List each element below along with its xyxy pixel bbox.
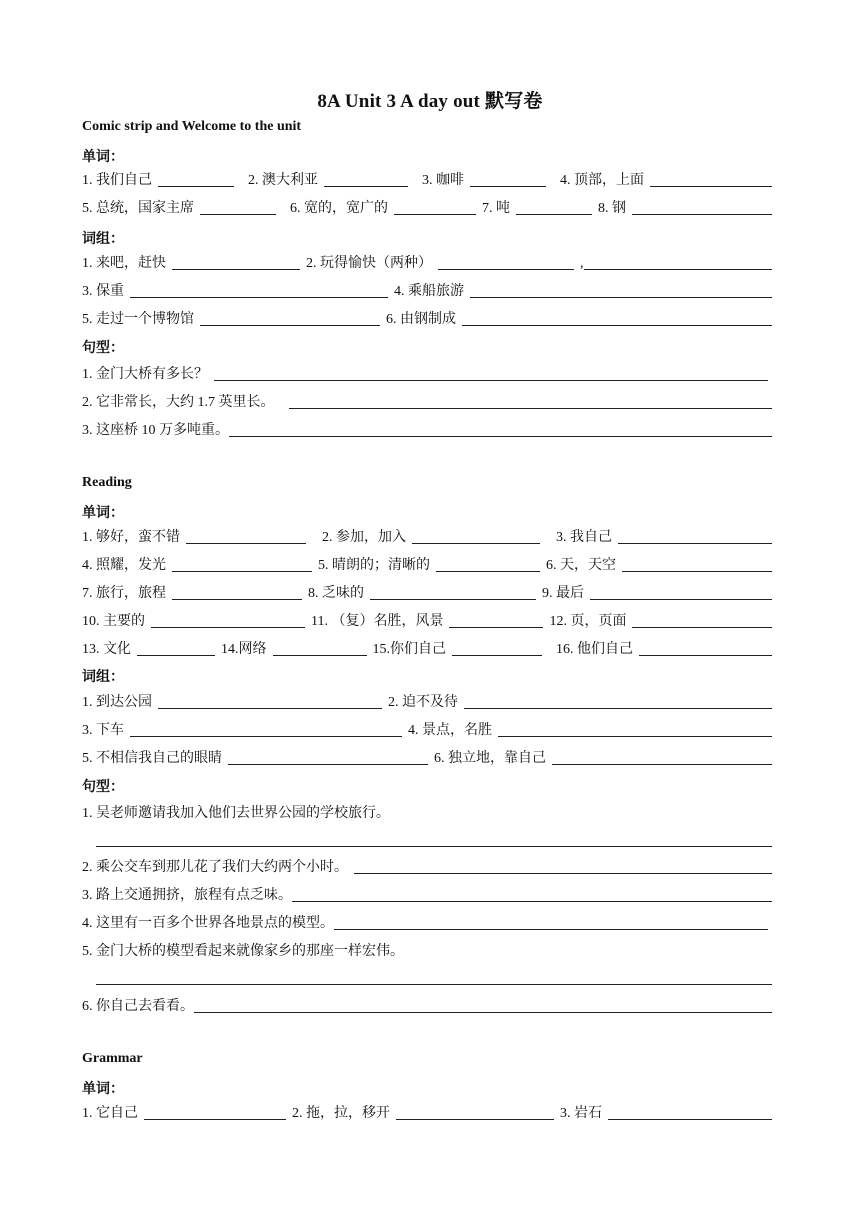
item-label: 2. 它非常长，大约 1.7 英里长。: [82, 395, 275, 410]
item-label: 14.网络: [221, 642, 267, 657]
answer-row: [82, 307, 778, 329]
item-label: 5. 晴朗的；清晰的: [318, 558, 430, 573]
answer-blank[interactable]: [632, 200, 772, 215]
item-label: 4. 乘船旅游: [394, 284, 464, 299]
phrases-label: 词组：: [82, 670, 124, 685]
answer-blank[interactable]: [200, 311, 380, 326]
item-label: 3. 下车: [82, 723, 124, 738]
item-label: 6. 宽的，宽广的: [290, 201, 388, 216]
answer-blank[interactable]: [158, 172, 234, 187]
section-heading-reading: Reading: [82, 475, 132, 490]
answer-blank[interactable]: [186, 529, 306, 544]
answer-blank[interactable]: [172, 557, 312, 572]
item-label: 5. 总统，国家主席: [82, 201, 194, 216]
item-label: 2. 参加，加入: [322, 530, 406, 545]
item-label: 1. 来吧，赶快: [82, 256, 166, 271]
section-heading-comic: Comic strip and Welcome to the unit: [82, 119, 302, 134]
answer-row: [82, 525, 778, 547]
item-label: 4. 景点，名胜: [408, 723, 492, 738]
answer-blank[interactable]: [639, 641, 772, 656]
answer-blank[interactable]: [622, 557, 772, 572]
answer-row: [82, 637, 778, 659]
item-label: 15.你们自己: [372, 642, 446, 657]
answer-blank[interactable]: [449, 613, 543, 628]
item-label: 13. 文化: [82, 642, 131, 657]
answer-row: [82, 939, 778, 961]
answer-row: [82, 390, 778, 412]
answer-row: [82, 279, 778, 301]
answer-blank[interactable]: [396, 1105, 554, 1120]
item-label: 5. 不相信我自己的眼睛: [82, 751, 222, 766]
item-label: 4. 这里有一百多个世界各地景点的模型。: [82, 916, 334, 931]
answer-blank[interactable]: [228, 750, 428, 765]
answer-blank[interactable]: [289, 394, 773, 409]
answer-line[interactable]: [96, 984, 772, 985]
answer-row: [82, 553, 778, 575]
item-label: 1. 够好，蛮不错: [82, 530, 180, 545]
answer-blank[interactable]: [632, 613, 772, 628]
words-label: 单词：: [82, 506, 124, 521]
item-label: 2. 迫不及待: [388, 695, 458, 710]
item-label: 4. 照耀，发光: [82, 558, 166, 573]
answer-blank[interactable]: [608, 1105, 772, 1120]
section-heading-grammar: Grammar: [82, 1051, 143, 1066]
answer-blank[interactable]: [464, 694, 772, 709]
answer-row: [82, 196, 778, 218]
answer-row: [82, 911, 778, 933]
answer-blank[interactable]: [214, 366, 768, 381]
answer-row: [82, 418, 778, 440]
answer-blank[interactable]: [590, 585, 772, 600]
answer-row: [82, 609, 778, 631]
item-label: 3. 岩石: [560, 1106, 602, 1121]
answer-blank[interactable]: [137, 641, 215, 656]
answer-blank[interactable]: [200, 200, 276, 215]
item-label: 2. 澳大利亚: [248, 173, 318, 188]
item-label: 1. 到达公园: [82, 695, 152, 710]
answer-blank[interactable]: [151, 613, 305, 628]
answer-blank[interactable]: [194, 998, 772, 1013]
answer-blank[interactable]: [552, 750, 772, 765]
phrases-label: 词组：: [82, 232, 124, 247]
answer-row: [82, 581, 778, 603]
answer-row: [82, 362, 778, 384]
answer-blank[interactable]: [412, 529, 540, 544]
answer-row: [82, 855, 778, 877]
item-label: 7. 吨: [482, 201, 510, 216]
page-title: 8A Unit 3 A day out 默写卷: [317, 91, 543, 112]
item-label: 2. 玩得愉快（两种）: [306, 256, 432, 271]
answer-blank[interactable]: [584, 255, 773, 270]
item-label: 1. 我们自己: [82, 173, 152, 188]
item-label: 11. （复）名胜，风景: [311, 614, 444, 629]
item-label: 12. 页，页面: [549, 614, 627, 629]
answer-blank[interactable]: [144, 1105, 286, 1120]
answer-row: [82, 883, 778, 905]
answer-blank[interactable]: [516, 200, 592, 215]
item-label: 2. 拖，拉，移开: [292, 1106, 390, 1121]
item-label: 3. 路上交通拥挤，旅程有点乏味。: [82, 888, 292, 903]
sentences-label: 句型：: [82, 780, 124, 795]
answer-row: [82, 746, 778, 768]
item-label: 3. 这座桥 10 万多吨重。: [82, 423, 229, 438]
item-label: 3. 我自己: [556, 530, 612, 545]
answer-blank[interactable]: [438, 255, 574, 270]
sentences-label: 句型：: [82, 341, 124, 356]
answer-blank[interactable]: [470, 283, 772, 298]
item-label: 5. 走过一个博物馆: [82, 312, 194, 327]
item-label: 1. 金门大桥有多长？: [82, 367, 208, 382]
answer-row: [82, 168, 778, 190]
item-label: 8. 乏味的: [308, 586, 364, 601]
answer-blank[interactable]: [130, 283, 388, 298]
answer-blank[interactable]: [292, 887, 772, 902]
separator-comma: ,: [580, 256, 584, 271]
answer-blank[interactable]: [462, 311, 772, 326]
answer-blank[interactable]: [130, 722, 402, 737]
item-label: 7. 旅行，旅程: [82, 586, 166, 601]
answer-blank[interactable]: [436, 557, 540, 572]
answer-row: [82, 994, 778, 1016]
answer-row: [82, 1101, 778, 1123]
answer-blank[interactable]: [394, 200, 476, 215]
item-label: 5. 金门大桥的模型看起来就像家乡的那座一样宏伟。: [82, 944, 404, 959]
item-label: 2. 乘公交车到那儿花了我们大约两个小时。: [82, 860, 348, 875]
answer-blank[interactable]: [334, 915, 768, 930]
item-label: 16. 他们自己: [556, 642, 633, 657]
answer-blank[interactable]: [354, 859, 772, 874]
item-label: 6. 天，天空: [546, 558, 616, 573]
answer-row: [82, 690, 778, 712]
item-label: 9. 最后: [542, 586, 584, 601]
answer-row: [82, 718, 778, 740]
answer-blank[interactable]: [618, 529, 772, 544]
answer-blank[interactable]: [650, 172, 772, 187]
item-label: 6. 由钢制成: [386, 312, 456, 327]
item-label: 1. 它自己: [82, 1106, 138, 1121]
answer-blank[interactable]: [498, 722, 772, 737]
answer-row: [82, 251, 778, 273]
answer-blank[interactable]: [370, 585, 536, 600]
answer-blank[interactable]: [172, 255, 300, 270]
answer-blank[interactable]: [172, 585, 302, 600]
answer-blank[interactable]: [273, 641, 367, 656]
answer-line[interactable]: [96, 846, 772, 847]
answer-blank[interactable]: [470, 172, 546, 187]
answer-blank[interactable]: [324, 172, 408, 187]
words-label: 单词：: [82, 1082, 124, 1097]
item-label: 6. 你自己去看看。: [82, 999, 194, 1014]
item-label: 6. 独立地，靠自己: [434, 751, 546, 766]
answer-row: [82, 801, 778, 823]
words-label: 单词：: [82, 150, 124, 165]
item-label: 4. 顶部，上面: [560, 173, 644, 188]
item-label: 3. 咖啡: [422, 173, 464, 188]
item-label: 3. 保重: [82, 284, 124, 299]
answer-blank[interactable]: [452, 641, 542, 656]
item-label: 8. 钢: [598, 201, 626, 216]
answer-blank[interactable]: [158, 694, 382, 709]
item-label: 1. 吴老师邀请我加入他们去世界公园的学校旅行。: [82, 806, 390, 821]
item-label: 10. 主要的: [82, 614, 145, 629]
answer-blank[interactable]: [229, 422, 772, 437]
